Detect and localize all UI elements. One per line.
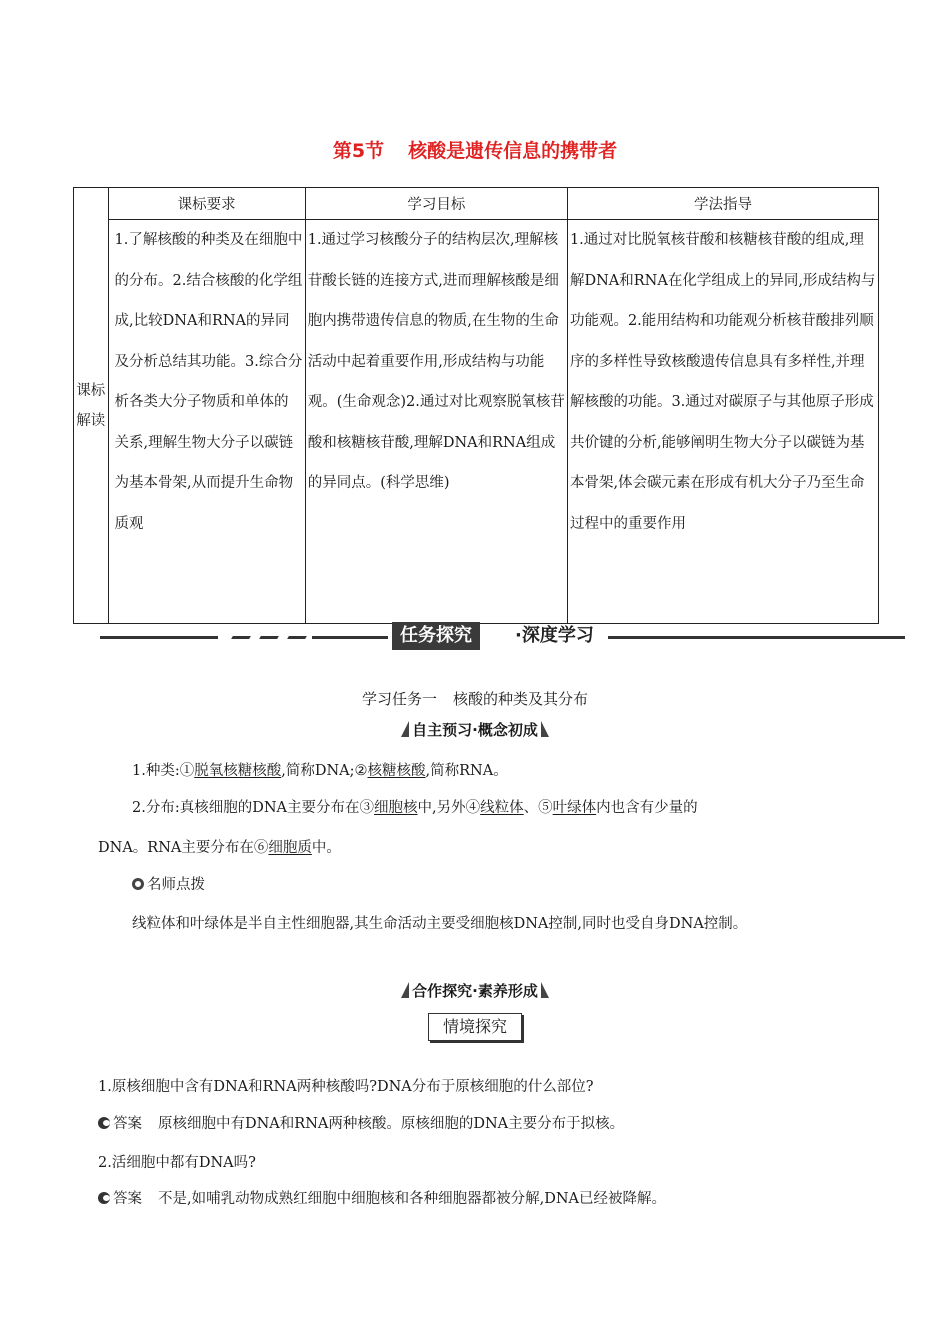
header-requirements: 课标要求 — [108, 188, 305, 220]
side-label-line1: 课标 — [76, 382, 106, 399]
kinds-paragraph — [132, 759, 508, 780]
answer-blank: 脱氧核糖核酸 — [194, 763, 282, 779]
task-name: 核酸的种类及其分布 — [453, 690, 589, 708]
subheading-preview — [0, 719, 950, 740]
section-banner — [100, 620, 905, 654]
side-label — [74, 188, 109, 624]
answer-1 — [98, 1112, 624, 1133]
distribution-paragraph-cont — [98, 836, 341, 857]
answer-2 — [98, 1187, 666, 1208]
situation-box: 情境探究 — [428, 1013, 522, 1041]
answer-icon — [98, 1192, 110, 1204]
answer-blank: 线粒体 — [480, 800, 524, 816]
requirements-cell: 1.了解核酸的种类及在细胞中的分布。2.结合核酸的化学组成,比较DNA和RNA的异同及分析总结其功能。3.综合分析各类大分子物质和单体的关系,理解生物大分子以碳链为基本骨架,从而提升生命物质观 — [108, 220, 305, 624]
question-1: 1.原核细胞中含有DNA和RNA两种核酸吗?DNA分布于原核细胞的什么部位? — [98, 1079, 594, 1095]
tip-icon — [132, 878, 144, 890]
banner-line-mid — [312, 636, 388, 639]
banner-dash — [287, 636, 307, 639]
text: ,简称RNA。 — [425, 763, 508, 779]
answer-text: 原核细胞中有DNA和RNA两种核酸。原核细胞的DNA主要分布于拟核。 — [158, 1116, 625, 1132]
banner-dash — [231, 636, 251, 639]
text: 内也含有少量的 — [596, 800, 698, 816]
answer-label: 答案 — [113, 1191, 142, 1207]
banner-line-left — [100, 636, 218, 639]
text: 中。 — [311, 840, 341, 856]
banner-dash — [259, 636, 279, 639]
distribution-paragraph — [132, 796, 698, 817]
triangle-left-icon — [401, 982, 409, 998]
text: 、⑤ — [523, 800, 553, 816]
subheading-cooperate-text: 合作探究·素养形成 — [412, 982, 538, 1000]
task-label: 学习任务一 — [361, 690, 437, 708]
banner-line-right — [608, 636, 905, 639]
answer-blank: 细胞核 — [374, 800, 418, 816]
text: DNA。RNA主要分布在⑥ — [98, 840, 269, 856]
objectives-cell: 1.通过学习核酸分子的结构层次,理解核苷酸长链的连接方式,进而理解核酸是细胞内携带遗传信息的物质,在生物的生命活动中起着重要作用,形成结构与功能观。(生命观念)2.通过对比观察脱氧核苷酸和核糖核苷酸,理解DNA和RNA组成的异同点。(科学思维) — [305, 220, 567, 624]
task-title — [0, 688, 950, 709]
text: ,简称DNA;② — [281, 763, 368, 779]
question-2: 2.活细胞中都有DNA吗? — [98, 1155, 256, 1171]
section-number: 第5节 — [332, 140, 385, 162]
answer-label: 答案 — [113, 1116, 142, 1132]
curriculum-table — [73, 187, 879, 624]
side-label-line2: 解读 — [76, 412, 106, 429]
banner-rest: ·深度学习 — [515, 625, 594, 646]
triangle-left-icon — [401, 721, 409, 737]
subheading-cooperate — [0, 980, 950, 1001]
answer-blank: 叶绿体 — [552, 800, 597, 816]
page-title — [0, 136, 950, 163]
banner-box: 任务探究 — [392, 622, 480, 650]
text: 1.种类:① — [132, 763, 195, 779]
header-guidance: 学法指导 — [567, 188, 878, 220]
answer-blank: 细胞质 — [268, 840, 312, 856]
tip-text: 线粒体和叶绿体是半自主性细胞器,其生命活动主要受细胞核DNA控制,同时也受自身DNA控制。 — [132, 916, 748, 932]
answer-text: 不是,如哺乳动物成熟红细胞中细胞核和各种细胞器都被分解,DNA已经被降解。 — [158, 1191, 666, 1207]
tip-heading — [132, 873, 205, 894]
guidance-cell: 1.通过对比脱氧核苷酸和核糖核苷酸的组成,理解DNA和RNA在化学组成上的异同,形成结构与功能观。2.能用结构和功能观分析核苷酸排列顺序的多样性导致核酸遗传信息具有多样性,并理解核酸的功能。3.通过对碳原子与其他原子形成共价键的分析,能够阐明生物大分子以碳链为基本骨架,体会碳元素在形成有机大分子乃至生命过程中的重要作用 — [567, 220, 878, 624]
section-name: 核酸是遗传信息的携带者 — [408, 140, 618, 162]
triangle-right-icon — [541, 982, 549, 998]
answer-blank: 核糖核酸 — [367, 763, 426, 779]
answer-icon — [98, 1117, 110, 1129]
text: 中,另外④ — [417, 800, 481, 816]
subheading-preview-text: 自主预习·概念初成 — [412, 721, 538, 739]
triangle-right-icon — [541, 721, 549, 737]
text: 2.分布:真核细胞的DNA主要分布在③ — [132, 800, 375, 816]
tip-label: 名师点拨 — [147, 877, 205, 893]
header-objectives: 学习目标 — [305, 188, 567, 220]
